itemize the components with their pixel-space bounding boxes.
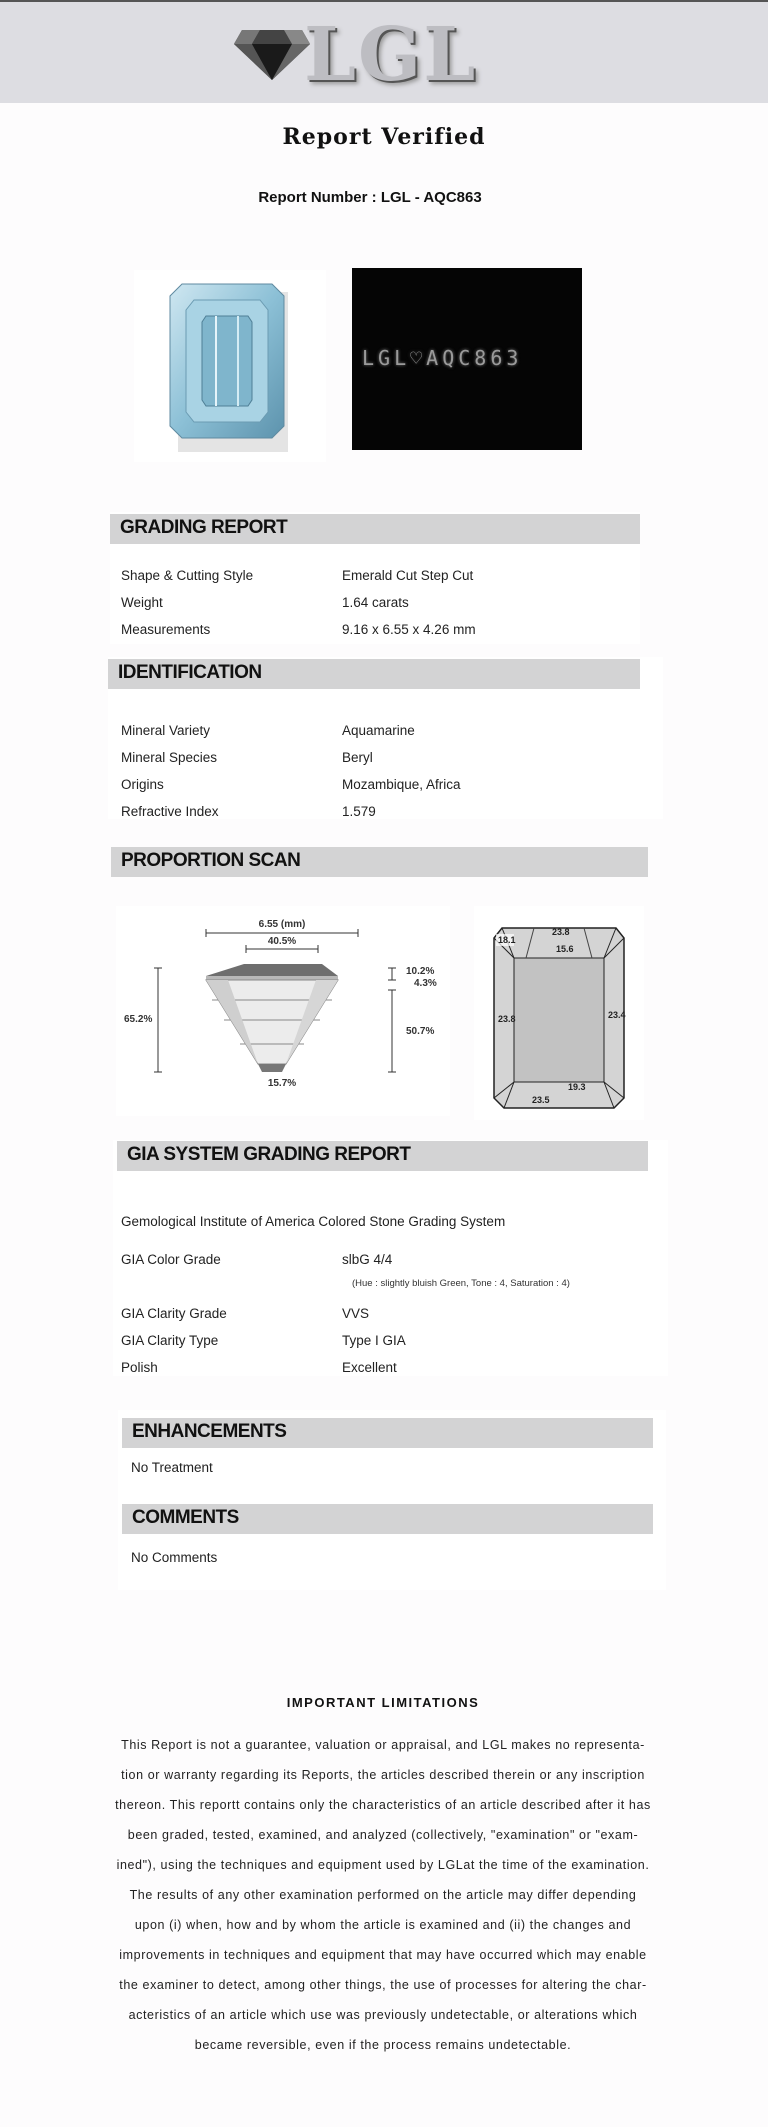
polish-label: Polish — [121, 1360, 158, 1375]
measurements-label: Measurements — [121, 622, 211, 637]
grading-report-heading: GRADING REPORT — [110, 514, 640, 544]
refractive-index-label: Refractive Index — [121, 804, 219, 819]
limitations-line: tion or warranty regarding its Reports, the articles described therein or any inscription — [121, 1768, 645, 1782]
report-number: Report Number : LGL - AQC863 — [258, 189, 482, 206]
top-view-diagram — [474, 906, 644, 1120]
enhancements-text: No Treatment — [131, 1460, 213, 1475]
mineral-species-label: Mineral Species — [121, 750, 218, 765]
bottom-left-pct-label: 23.5 — [532, 1095, 550, 1105]
gia-color-value: slbG 4/4 — [342, 1252, 393, 1267]
origins-label: Origins — [121, 777, 164, 792]
right-pct-label: 23.4 — [608, 1010, 626, 1020]
proportion-scan-heading: PROPORTION SCAN — [111, 847, 648, 877]
refractive-index-value: 1.579 — [342, 804, 376, 819]
shape-value: Emerald Cut Step Cut — [342, 568, 474, 583]
clarity-type-label: GIA Clarity Type — [121, 1333, 219, 1348]
gia-color-note: (Hue : slightly bluish Green, Tone : 4, Saturation : 4) — [352, 1278, 570, 1289]
weight-label: Weight — [121, 595, 163, 610]
total-depth-label: 65.2% — [124, 1014, 153, 1025]
inscription-text: LGL♡AQC863 — [362, 346, 523, 370]
limitations-line: improvements in techniques and equipment that may have occurred which may enable — [119, 1948, 647, 1962]
top-pct-label: 23.8 — [552, 927, 570, 937]
mineral-variety-label: Mineral Variety — [121, 723, 211, 738]
culet-pct-label: 15.7% — [267, 1078, 297, 1089]
limitations-line: the examiner to detect, among other things, the use of processes for altering the char- — [119, 1978, 647, 1992]
limitations-line: acteristics of an article which use was previously undetectable, or alterations which — [128, 2008, 638, 2022]
polish-value: Excellent — [342, 1360, 397, 1375]
girdle-pct-label: 4.3% — [414, 978, 437, 989]
table-pct-label: 40.5% — [267, 936, 297, 947]
limitations-line: upon (i) when, how and by whom the article is examined and (ii) the changes and — [134, 1918, 632, 1932]
mineral-species-value: Beryl — [342, 750, 373, 765]
limitations-heading: IMPORTANT LIMITATIONS — [286, 1695, 480, 1710]
lgl-logo — [232, 12, 492, 98]
page-title: Report Verified — [282, 124, 486, 150]
pavilion-pct-label: 50.7% — [406, 1026, 435, 1037]
gia-color-label: GIA Color Grade — [121, 1252, 221, 1267]
measurements-value: 9.16 x 6.55 x 4.26 mm — [342, 622, 476, 637]
width-label: 6.55 (mm) — [258, 919, 306, 930]
gem-photo — [134, 270, 326, 462]
comments-heading: COMMENTS — [122, 1504, 653, 1534]
bottom-right-pct-label: 19.3 — [568, 1082, 586, 1092]
origins-value: Mozambique, Africa — [342, 777, 461, 792]
limitations-line: became reversible, even if the process remains undetectable. — [194, 2038, 572, 2052]
table-top-pct-label: 15.6 — [556, 944, 574, 954]
weight-value: 1.64 carats — [342, 595, 409, 610]
limitations-line: This Report is not a guarantee, valuation or appraisal, and LGL makes no representa- — [121, 1738, 645, 1752]
shape-label: Shape & Cutting Style — [121, 568, 254, 583]
limitations-line: The results of any other examination performed on the article may differ depending — [129, 1888, 637, 1902]
clarity-type-value: Type I GIA — [342, 1333, 406, 1348]
clarity-grade-value: VVS — [342, 1306, 370, 1321]
corner-pct-label: 18.1 — [498, 935, 516, 945]
left-pct-label: 23.8 — [498, 1014, 516, 1024]
mineral-variety-value: Aquamarine — [342, 723, 415, 738]
limitations-line: ined"), using the techniques and equipment used by LGLat the time of the examination. — [116, 1858, 650, 1872]
side-profile-diagram — [116, 906, 450, 1116]
header-bar — [0, 2, 768, 103]
laser-inscription-photo — [352, 268, 582, 450]
comments-text: No Comments — [131, 1550, 218, 1565]
gia-heading: GIA SYSTEM GRADING REPORT — [117, 1141, 648, 1171]
identification-heading: IDENTIFICATION — [108, 659, 640, 689]
limitations-line: been graded, tested, examined, and analyzed (collectively, "examination" or "exam- — [127, 1828, 639, 1842]
limitations-line: thereon. This reportt contains only the characteristics of an article described after it has — [115, 1798, 651, 1812]
crown-pct-label: 10.2% — [406, 966, 435, 977]
diamond-icon — [232, 22, 312, 82]
enhancements-heading: ENHANCEMENTS — [122, 1418, 653, 1448]
clarity-grade-label: GIA Clarity Grade — [121, 1306, 227, 1321]
gia-subtitle: Gemological Institute of America Colored Stone Grading System — [121, 1214, 506, 1229]
logo-text: LGL — [304, 12, 478, 98]
